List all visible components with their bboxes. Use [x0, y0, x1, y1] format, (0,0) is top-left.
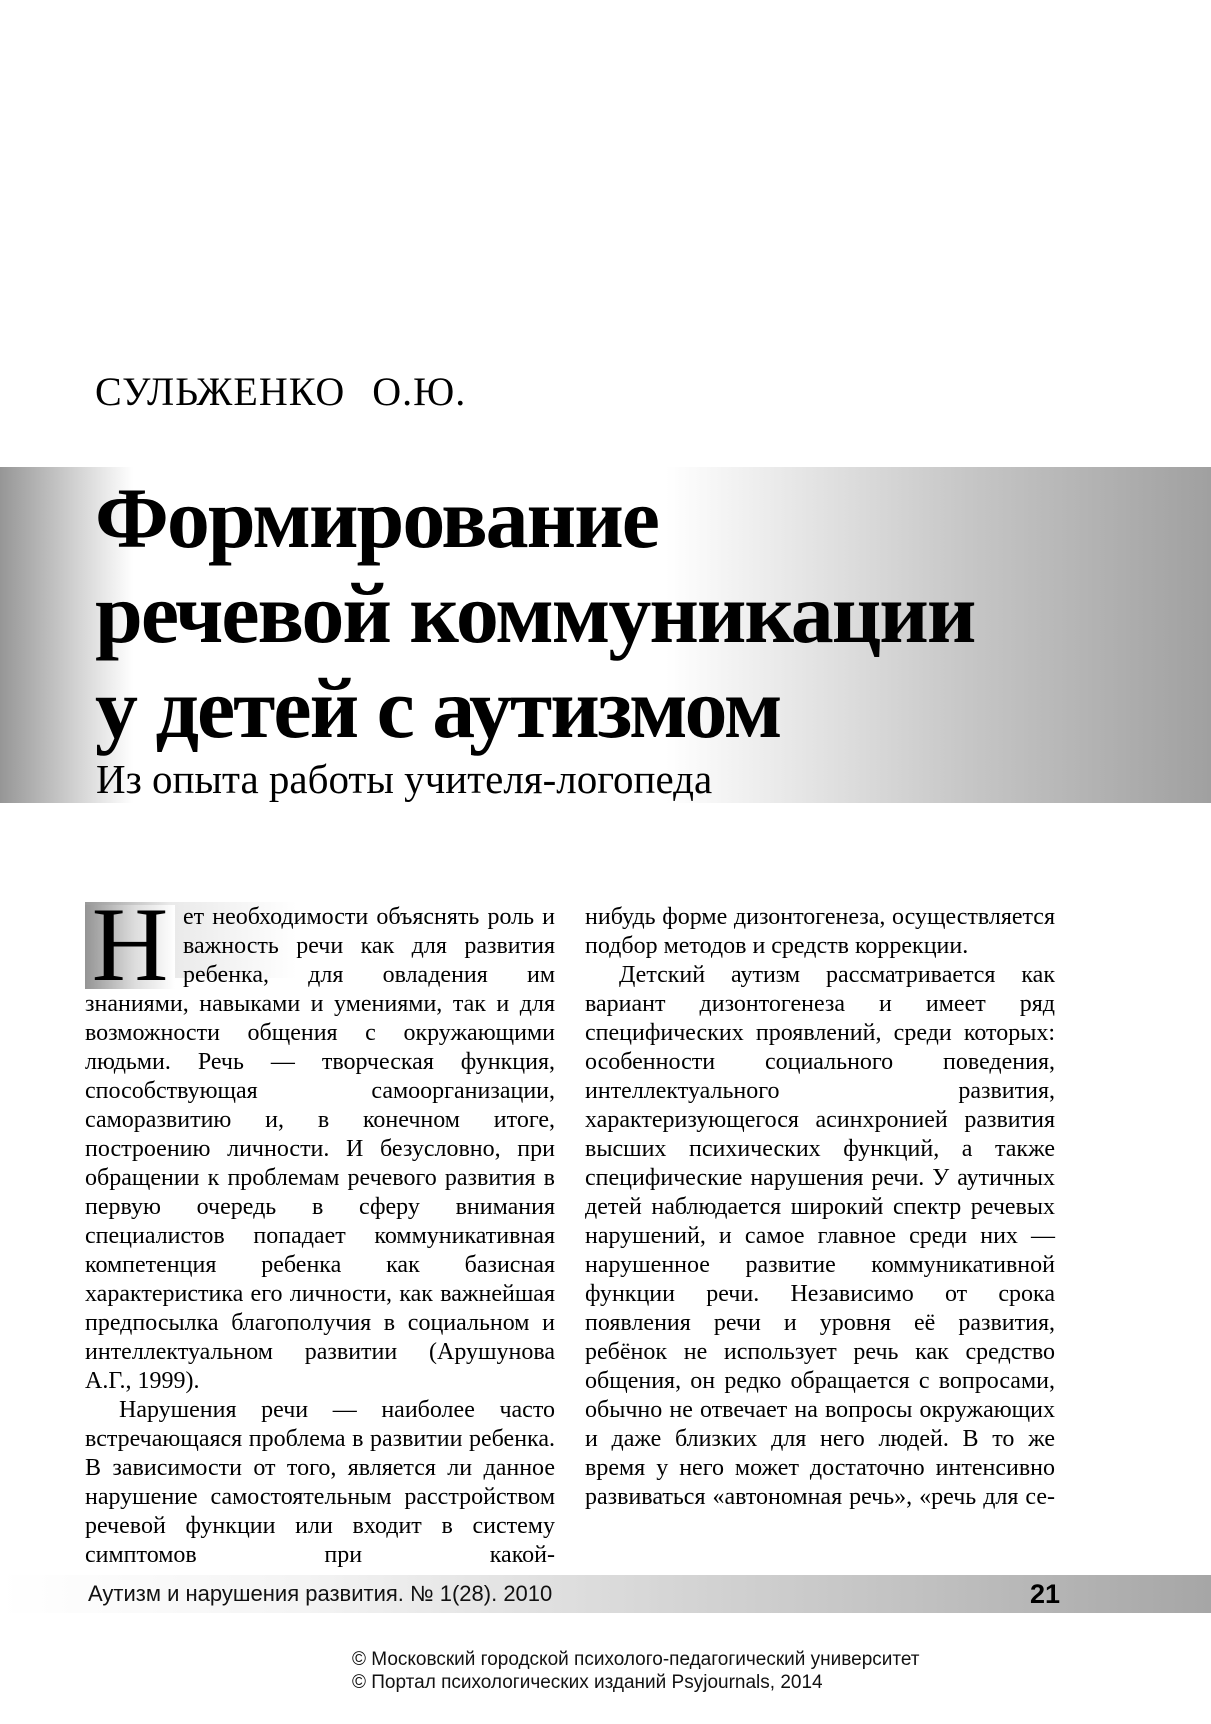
article-subtitle: Из опыта работы учителя-логопеда [96, 756, 713, 802]
footer-band [0, 1575, 1211, 1613]
body-column-left [85, 886, 555, 1570]
paragraph-1 [85, 886, 555, 1396]
paragraph-3: нибудь форме дизонтогенеза, осуществляется подбор методов и средств коррекции. [585, 904, 1055, 959]
page-number: 21 [1030, 1579, 1061, 1609]
article-title-line-3: у детей с аутизмом [95, 660, 781, 756]
paragraph-4: Детский аутизм рассматривается как вариант дизонтогенеза и имеет ряд специфических проявлений, среди которых: особенности социального поведения, интеллектуального развития, характеризующегося асинхронией развития высших психических функций, а также специфические нарушения речи. У аутичных детей наблюдается широкий спектр речевых нарушений, и самое главное среди них — нарушенное развитие коммуникативной функции речи. Независимо от срока появления речи и уровня её развития, ребёнок не использует речь как средство общения, он редко обращается с вопросами, обычно не отвечает на вопросы окружающих и даже близких для него людей. В то же время у него может достаточно интенсивно развиваться «автономная речь», «речь для се- [585, 962, 1055, 1510]
copyright-line-2: © Портал психологических изданий Psyjournals, 2014 [352, 1672, 823, 1693]
body-column-right [585, 903, 1055, 1570]
copyright-line-1: © Московский городской психолого-педагогический университет [352, 1649, 920, 1670]
paragraph-2: Нарушения речи — наиболее часто встречающаяся проблема в развитии ребенка. В зависимости от того, является ли данное нарушение самостоятельным расстройством речевой функции или входит в систему симптомов при какой- [85, 1397, 555, 1568]
author-line: СУЛЬЖЕНКО О.Ю. [95, 369, 467, 414]
article-title [0, 467, 1211, 756]
paragraph-1-text: ет необходимости объяснять роль и важность речи как для развития ребенка, для овладения им знаниями, навыками и умениями, так и для возможности общения с окружающими людьми. Речь — творческая функция, способствующая самоорганизации, саморазвитию и, в конечном итоге, построению личности. И безусловно, при обращении к проблемам речевого развития в первую очередь в сферу внимания специалистов попадает коммуникативная компетенция ребенка как базисная характеристика его личности, как важнейшая предпосылка благополучия в социальном и интеллектуальном развитии (Арушунова А.Г., 1999). [85, 904, 555, 1394]
drop-cap: Н [85, 905, 175, 989]
title-band [0, 467, 1211, 803]
article-title-line-2: речевой коммуникации [95, 565, 975, 661]
journal-reference: Аутизм и нарушения развития. № 1(28). 2010 [88, 1581, 553, 1606]
article-body [85, 886, 1055, 1570]
article-title-line-1: Формирование [95, 470, 658, 566]
copyright-block [352, 1648, 920, 1694]
